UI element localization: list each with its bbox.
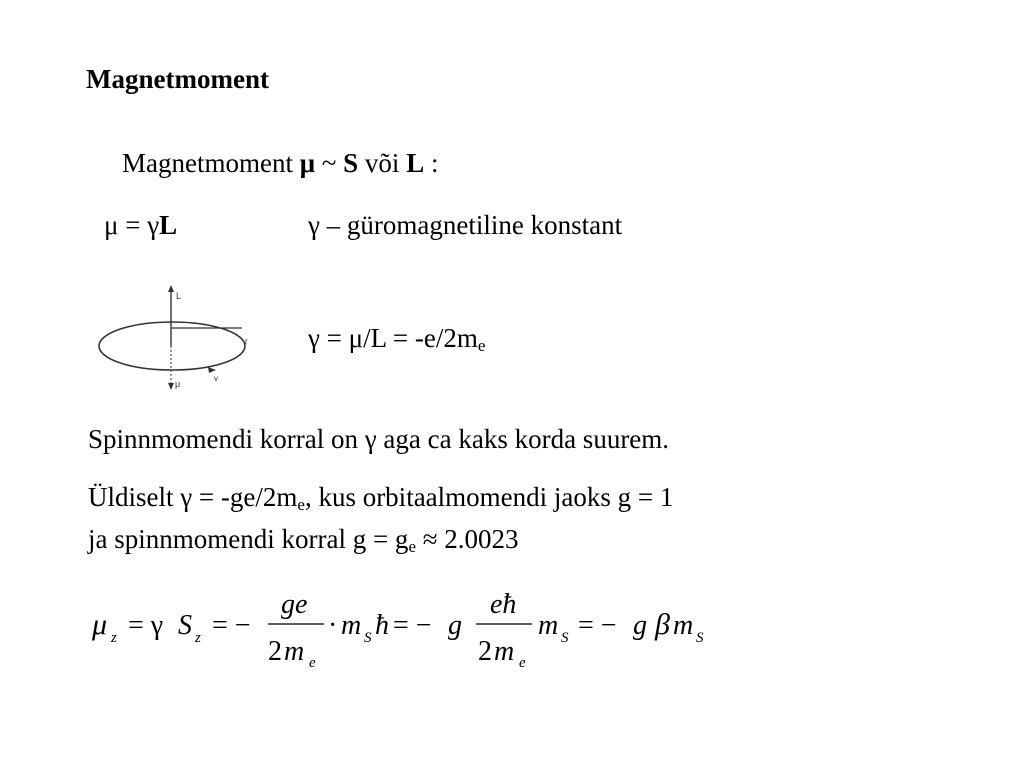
spin-moment-text: Spinnmomendi korral on γ aga ca kaks korda suurem. — [88, 424, 670, 454]
label-L: L — [176, 291, 182, 301]
f-S2: S — [561, 630, 569, 646]
f-m2: m — [538, 610, 559, 641]
f-den1-m: m — [284, 636, 305, 667]
slide-title: Magnetmoment — [86, 64, 269, 94]
gamma-ratio-text: γ = μ/L = -e/2m — [308, 323, 478, 353]
f-hbar: ħ — [375, 610, 389, 641]
gamma-ratio-sub: e — [477, 336, 486, 355]
general-line-1 — [88, 482, 673, 513]
label-v: v — [214, 374, 218, 383]
f-S1: S — [364, 630, 372, 646]
general-line2-suffix: ≈ 2.0023 — [415, 524, 519, 554]
f-eq4: = − — [578, 610, 617, 641]
f-m1: m — [341, 610, 362, 641]
general-line-2 — [88, 524, 519, 555]
label-mu: μ — [175, 379, 181, 389]
f-den2-2: 2 — [478, 636, 492, 667]
mu-arrowhead — [168, 383, 174, 390]
L-arrowhead — [168, 285, 174, 292]
f-num2: eħ — [490, 589, 517, 620]
colon: : — [424, 148, 439, 178]
f-g2: g — [633, 610, 647, 641]
f-den1-2: 2 — [268, 636, 282, 667]
general-sub1: e — [297, 495, 305, 514]
general-part2: , kus orbitaalmomendi jaoks g = 1 — [304, 482, 674, 512]
orbit-ellipse — [99, 322, 245, 370]
spin-symbol: S — [343, 148, 359, 178]
line1-prefix: Magnetmoment — [122, 148, 300, 178]
f-den2-m: m — [494, 636, 515, 667]
general-part1: Üldiselt γ = -ge/2m — [88, 482, 298, 512]
gamma-definition: γ – güromagnetiline konstant — [308, 210, 623, 240]
f-m3: m — [673, 610, 694, 641]
f-num1: ge — [281, 589, 308, 620]
general-sub2: e — [408, 537, 416, 556]
f-z1: z — [111, 630, 117, 646]
or-word: või — [358, 148, 407, 178]
general-line2-prefix: ja spinnmomendi korral g = g — [88, 524, 409, 554]
f-den2-e: e — [519, 655, 526, 671]
f-g1: g — [448, 610, 462, 641]
f-eq2: = − — [212, 610, 251, 641]
gamma-ratio-equation — [308, 323, 485, 354]
f-eq3: = − — [393, 610, 432, 641]
f-den1-e: e — [309, 655, 316, 671]
magnetmoment-proportionality — [122, 148, 438, 179]
tilde-symbol: ~ — [315, 148, 344, 178]
orbit-diagram — [92, 284, 262, 394]
eq1-L: L — [159, 210, 178, 240]
magnetic-moment-formula — [88, 586, 728, 676]
eq1-lhs: μ = γ — [104, 210, 160, 240]
f-mu: μ — [92, 608, 108, 641]
velocity-arrowhead — [208, 367, 216, 373]
orbital-symbol: L — [406, 148, 425, 178]
f-beta: β — [655, 608, 670, 641]
f-dot: · — [328, 610, 338, 641]
f-eq1: = γ — [128, 610, 164, 641]
mu-symbol: μ — [299, 148, 316, 178]
f-z2: z — [195, 630, 201, 646]
f-S: S — [178, 610, 192, 641]
label-r: r — [245, 337, 248, 346]
mu-gamma-L-equation — [104, 210, 177, 241]
f-S3: S — [696, 630, 704, 646]
